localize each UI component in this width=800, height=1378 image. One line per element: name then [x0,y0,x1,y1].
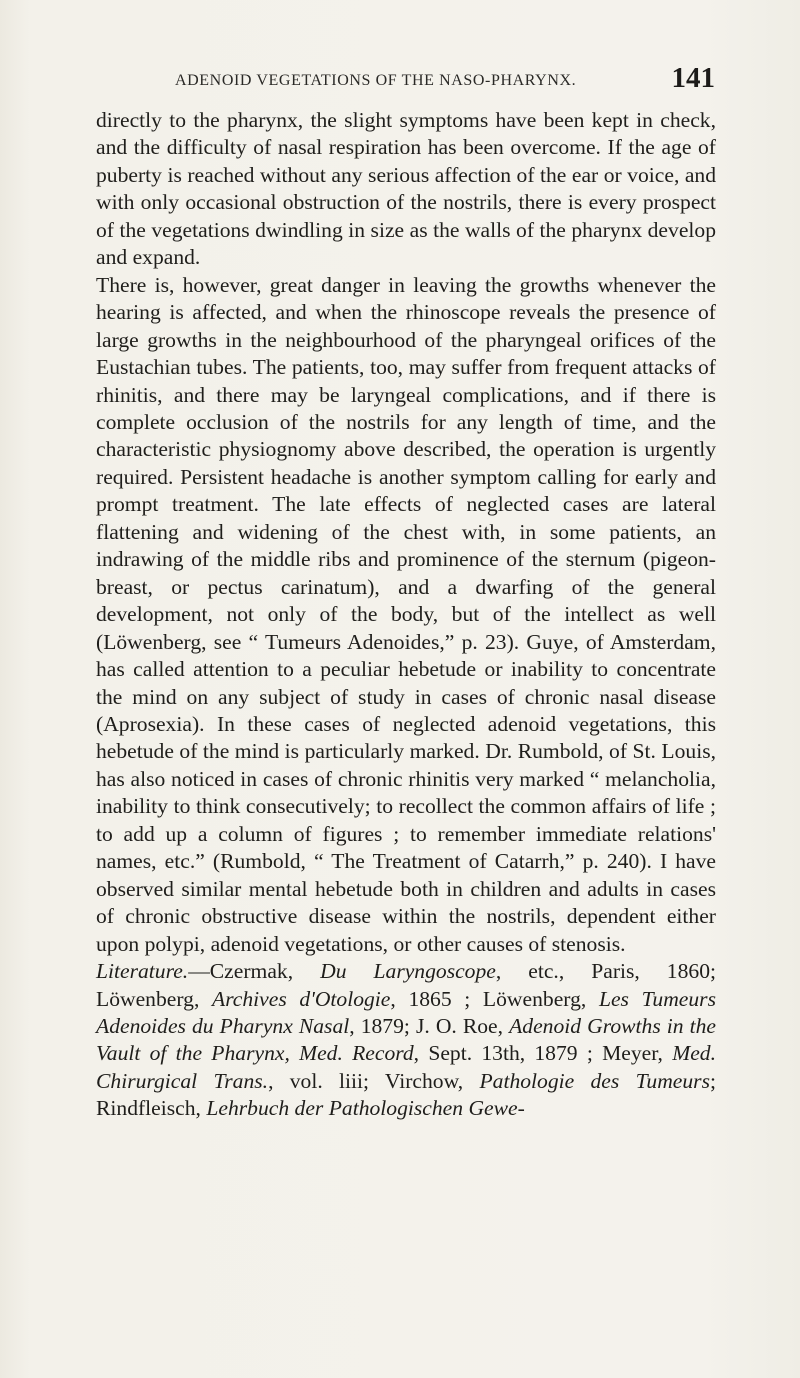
body-text [96,107,716,1123]
page-number: 141 [671,62,715,94]
ref-czermak-title: Du Laryngoscope [320,959,496,984]
literature-paragraph [96,958,716,1123]
ref-lowenberg-tumeurs-rest: , 1879; J. O. Roe, [349,1013,510,1038]
ref-rindfleisch-title: Lehrbuch der Pathologischen Gewe- [206,1096,525,1121]
paragraph-danger-of-growths: There is, however, great danger in leaving the growths whenever the hearing is affected, and when the rhinoscope reveals the presence of large growths in the neighbourhood of the pharyngeal orifices of the Eustachian tubes. The patients, too, may suffer from frequent attacks of rhinitis, and there may be laryngeal complications, and if there is complete occlusion of the nostrils for any length of time, and the characteristic physiognomy above described, the operation is urgently required. Persistent headache is another symptom calling for early and prompt treatment. The late effects of neglected cases are lateral flattening and widening of the chest with, in some patients, an indrawing of the middle ribs and prominence of the sternum (pigeon-breast, or pectus carinatum), and a dwarfing of the general development, not only of the body, but of the intellect as well (Löwenberg, see “ Tumeurs Adenoides,” p. 23). Guye, of Amsterdam, has called attention to a peculiar hebetude or inability to concentrate the mind on any subject of study in cases of chronic nasal disease (Aprosexia). In these cases of neglected adenoid vegetations, this hebetude of the mind is particularly marked. Dr. Rumbold, of St. Louis, has also noticed in cases of chronic rhinitis very marked “ melancholia, inability to think consecutively; to recollect the common affairs of life ; to add up a column of figures ; to remember immediate relations' names, etc.” (Rumbold, “ The Treatment of Catarrh,” p. 240). I have observed similar mental hebetude both in children and adults in cases of chronic obstructive disease within the nostrils, dependent either upon polypi, adenoid vegetations, or other causes of stenosis. [96,272,716,956]
ref-roe-rest: , Sept. 13th, 1879 ; Meyer, [413,1041,673,1066]
ref-virchow-title: Pathologie des Tumeurs [479,1068,710,1093]
ref-meyer-rest: , vol. liii; Virchow, [268,1068,480,1093]
ref-lowenberg-tumeurs-title: Les Tumeurs Adenoides du Pharynx Nasal [96,986,716,1038]
page-header [175,62,715,98]
ref-czermak-author: Czermak, [209,959,321,984]
paragraph-continuation: directly to the pharynx, the slight symptoms have been kept in check, and the difficulty of nasal respiration has been overcome. If the age of puberty is reached without any serious affection of the ear or voice, and with only occasional obstruction of the nostrils, there is every prospect of the vegetations dwindling in size as the walls of the pharynx develop and expand. [96,108,716,270]
literature-label: Literature. [96,959,189,984]
ref-roe-title: Adenoid Growths in the Vault of the Pharynx, Med. Record [96,1013,717,1066]
ref-virchow-rest: ; Rindfleisch, [96,1068,716,1121]
ref-lowenberg-archives-rest: , 1865 ; Löwenberg, [390,986,599,1011]
ref-meyer-title: Med. Chirurgical Trans. [96,1041,716,1093]
literature-dash: — [188,959,210,984]
ref-czermak-rest: , etc., Paris, 1860; Löwenberg, [96,959,716,1011]
ref-lowenberg-archives-title: Archives d'Otologie [212,986,391,1011]
running-title: ADENOID VEGETATIONS OF THE NASO-PHARYNX. [175,72,577,89]
